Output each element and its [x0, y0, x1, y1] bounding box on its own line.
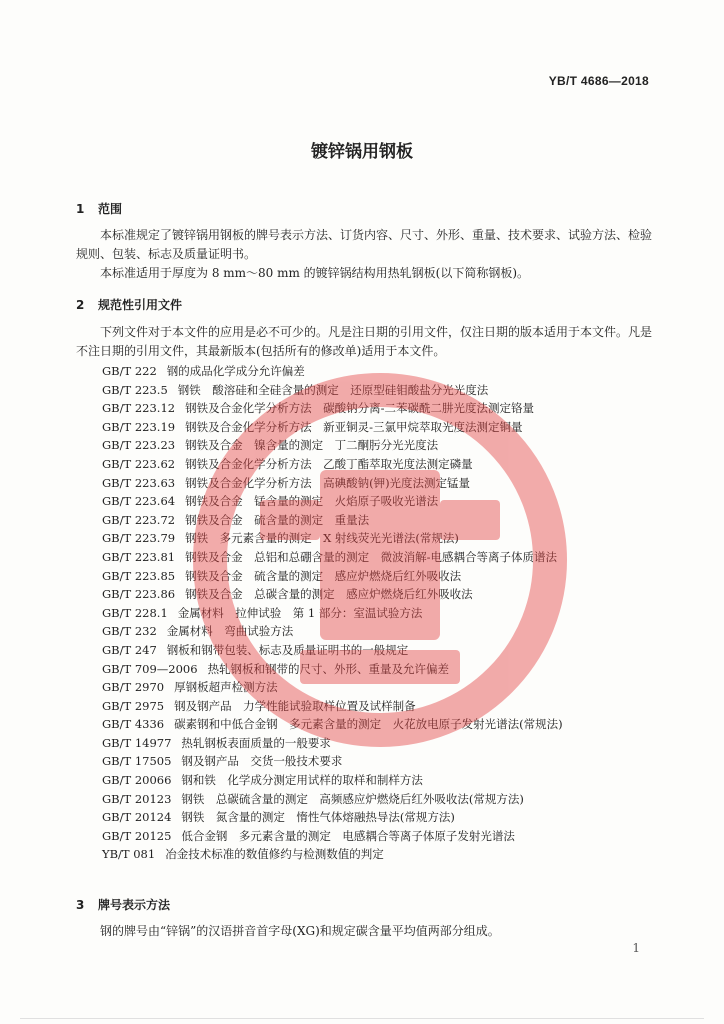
reference-code: GB/T 223.72 [102, 512, 176, 527]
reference-code: GB/T 228.1 [102, 605, 168, 620]
reference-code: GB/T 17505 [102, 754, 172, 769]
standard-number: YB/T 4686—2018 [548, 74, 649, 88]
reference-title: 厚钢板超声检测方法 [174, 680, 278, 695]
reference-title: 热轧钢板表面质量的一般要求 [181, 735, 331, 750]
reference-code: GB/T 223.62 [102, 456, 176, 471]
reference-item [102, 790, 563, 809]
page-number: 1 [632, 941, 640, 955]
reference-code: GB/T 223.12 [102, 401, 176, 416]
reference-item [102, 511, 563, 530]
reference-code: GB/T 14977 [102, 735, 172, 750]
reference-code: GB/T 2975 [102, 698, 165, 713]
reference-item [102, 399, 563, 418]
reference-title: 钢的成品化学成分允许偏差 [166, 364, 305, 378]
paragraph-text: 下列文件对于本文件的应用是必不可少的。凡是注日期的引用文件，仅注日期的版本适用于本文件。凡是不注日期的引用文件，其最新版本(包括所有的修改单)适用于本文件。 [76, 325, 653, 358]
section-3-paragraph-1 [76, 922, 654, 941]
reference-item [102, 734, 563, 753]
reference-item [102, 418, 563, 437]
reference-title: 钢铁及合金化学分析方法 碳酸钠分离-二苯碳酰二肼光度法测定铬量 [185, 401, 534, 416]
reference-item [102, 771, 563, 790]
reference-code: GB/T 223.86 [102, 587, 176, 602]
reference-title: 钢铁及合金化学分析方法 乙酸丁酯萃取光度法测定磷量 [185, 456, 473, 471]
reference-item [102, 381, 563, 400]
reference-code: GB/T 20124 [102, 810, 172, 825]
reference-title: 钢铁 总碳硫含量的测定 高频感应炉燃烧后红外吸收法(常规方法) [181, 791, 524, 806]
reference-item [102, 604, 563, 623]
reference-title: 钢铁及合金 锰含量的测定 火焰原子吸收光谱法 [185, 494, 439, 509]
reference-title: 碳素钢和中低合金钢 多元素含量的测定 火花放电原子发射光谱法(常规法) [174, 717, 563, 732]
reference-item [102, 362, 563, 381]
section-1-paragraph-1 [76, 226, 654, 264]
reference-item [102, 492, 563, 511]
reference-title: 钢铁及合金化学分析方法 高碘酸钠(钾)光度法测定锰量 [185, 475, 471, 490]
reference-code: GB/T 4336 [102, 717, 165, 732]
document-title: 镀锌锅用钢板 [311, 142, 413, 162]
reference-item [102, 585, 563, 604]
reference-code: GB/T 709—2006 [102, 661, 198, 676]
reference-title: 钢铁及合金化学分析方法 新亚铜灵-三氯甲烷萃取光度法测定铜量 [185, 419, 523, 434]
reference-code: YB/T 081 [102, 847, 156, 862]
section-number: 2 [76, 298, 85, 312]
reference-title: 钢铁 酸溶硅和全硅含量的测定 还原型硅钼酸盐分光光度法 [177, 382, 489, 397]
reference-title: 热轧钢板和钢带的尺寸、外形、重量及允许偏差 [207, 661, 450, 676]
section-2-heading [76, 296, 182, 313]
reference-code: GB/T 223.79 [102, 531, 176, 546]
section-1-heading [76, 200, 122, 217]
section-number: 1 [76, 202, 85, 216]
reference-code: GB/T 223.81 [102, 549, 176, 564]
reference-code: GB/T 223.19 [102, 419, 176, 434]
normative-references-list [102, 362, 563, 864]
section-2-intro [76, 323, 654, 361]
reference-code: GB/T 223.5 [102, 382, 168, 397]
reference-item [102, 567, 563, 586]
reference-title: 低合金钢 多元素含量的测定 电感耦合等离子体原子发射光谱法 [181, 828, 515, 843]
reference-item [102, 436, 563, 455]
section-1-paragraph-2 [76, 264, 654, 283]
reference-code: GB/T 223.85 [102, 568, 176, 583]
reference-item [102, 641, 563, 660]
reference-title: 钢铁 氮含量的测定 惰性气体熔融热导法(常规方法) [181, 810, 455, 825]
section-title: 规范性引用文件 [98, 298, 183, 312]
section-title: 范围 [98, 202, 123, 216]
reference-title: 钢铁及合金 硫含量的测定 重量法 [185, 512, 370, 527]
paragraph-text: 本标准规定了镀锌锅用钢板的牌号表示方法、订货内容、尺寸、外形、重量、技术要求、试验方法、检验规则、包装、标志及质量证明书。 [76, 228, 653, 261]
reference-item [102, 752, 563, 771]
reference-code: GB/T 20125 [102, 828, 172, 843]
reference-item [102, 622, 563, 641]
reference-title: 金属材料 拉伸试验 第 1 部分：室温试验方法 [177, 605, 423, 620]
reference-title: 冶金技术标准的数值修约与检测数值的判定 [165, 847, 384, 862]
section-title: 牌号表示方法 [98, 898, 171, 912]
page-bottom-rule [20, 1018, 704, 1019]
reference-code: GB/T 223.64 [102, 494, 176, 509]
reference-title: 钢铁及合金 总碳含量的测定 感应炉燃烧后红外吸收法 [185, 587, 473, 602]
reference-item [102, 697, 563, 716]
section-3-heading [76, 896, 170, 913]
reference-title: 钢铁及合金 总铝和总硼含量的测定 微波消解-电感耦合等离子体质谱法 [185, 549, 557, 564]
reference-item [102, 455, 563, 474]
reference-title: 金属材料 弯曲试验方法 [166, 624, 294, 639]
reference-code: GB/T 2970 [102, 680, 165, 695]
reference-item [102, 529, 563, 548]
reference-code: GB/T 222 [102, 364, 157, 378]
reference-item [102, 660, 563, 679]
reference-code: GB/T 247 [102, 642, 157, 657]
reference-code: GB/T 223.23 [102, 438, 176, 453]
paragraph-text: 本标准适用于厚度为 8 mm～80 mm 的镀锌锅结构用热轧钢板(以下简称钢板)。 [100, 266, 530, 280]
reference-title: 钢及钢产品 交货一般技术要求 [181, 754, 343, 769]
reference-title: 钢板和钢带包装、标志及质量证明书的一般规定 [166, 642, 409, 657]
reference-item [102, 715, 563, 734]
reference-item [102, 808, 563, 827]
reference-title: 钢铁及合金 镍含量的测定 丁二酮肟分光光度法 [185, 438, 439, 453]
paragraph-text: 钢的牌号由“锌锅”的汉语拼音首字母(XG)和规定碳含量平均值两部分组成。 [100, 924, 500, 938]
reference-item [102, 827, 563, 846]
reference-item [102, 474, 563, 493]
reference-code: GB/T 223.63 [102, 475, 176, 490]
reference-code: GB/T 20066 [102, 773, 172, 788]
reference-title: 钢铁及合金 硫含量的测定 感应炉燃烧后红外吸收法 [185, 568, 462, 583]
section-number: 3 [76, 898, 85, 912]
reference-title: 钢铁 多元素含量的测定 X 射线荧光光谱法(常规法) [185, 531, 459, 546]
reference-title: 钢及钢产品 力学性能试验取样位置及试样制备 [174, 698, 416, 713]
reference-item [102, 548, 563, 567]
reference-item [102, 845, 563, 864]
reference-title: 钢和铁 化学成分测定用试样的取样和制样方法 [181, 773, 423, 788]
reference-code: GB/T 20123 [102, 791, 172, 806]
reference-item [102, 678, 563, 697]
reference-code: GB/T 232 [102, 624, 157, 639]
